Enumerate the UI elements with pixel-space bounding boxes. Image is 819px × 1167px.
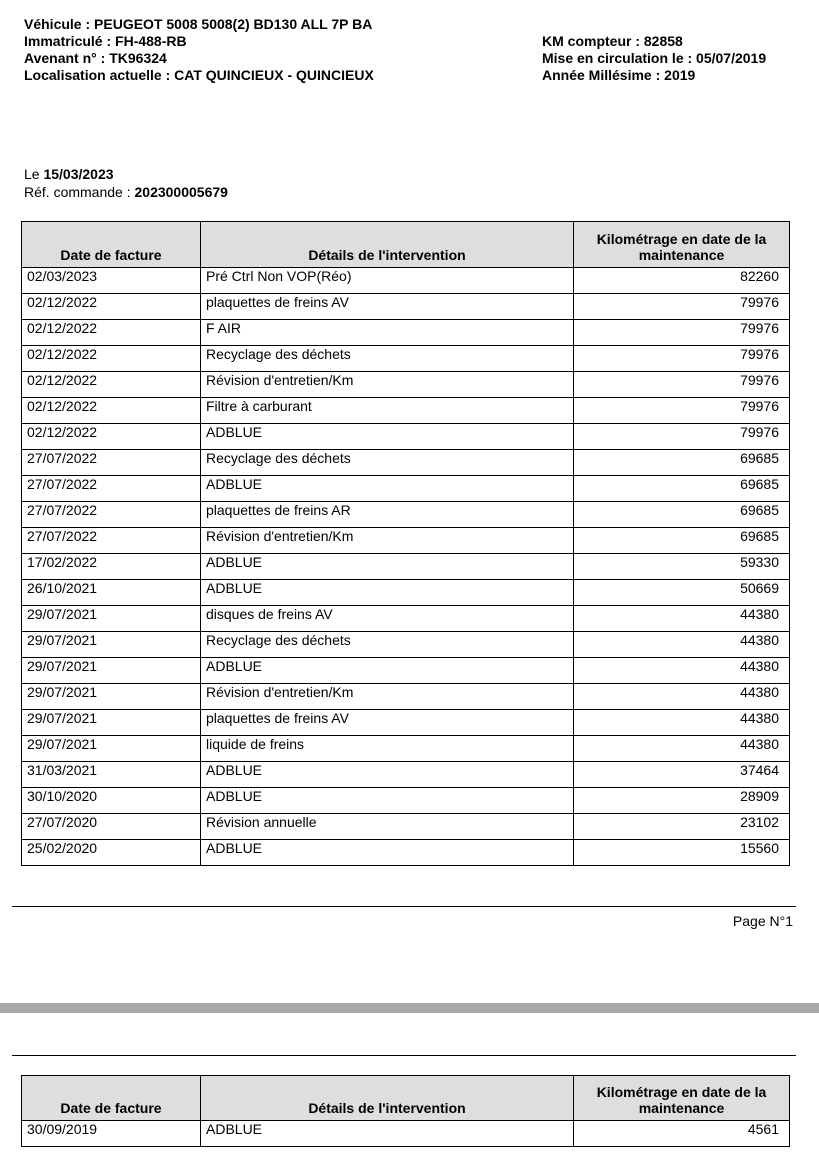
intervention-detail-cell: plaquettes de freins AR bbox=[201, 502, 574, 528]
header-intervention-details: Détails de l'intervention bbox=[201, 1076, 574, 1121]
table-row bbox=[22, 632, 790, 658]
intervention-detail-cell: ADBLUE bbox=[201, 658, 574, 684]
intervention-detail-cell: ADBLUE bbox=[201, 476, 574, 502]
mileage-cell: 69685 bbox=[574, 502, 790, 528]
table-row bbox=[22, 658, 790, 684]
intervention-detail-cell: Filtre à carburant bbox=[201, 398, 574, 424]
mileage-cell: 69685 bbox=[574, 476, 790, 502]
intervention-detail-cell: ADBLUE bbox=[201, 424, 574, 450]
invoice-date-cell: 02/12/2022 bbox=[22, 294, 201, 320]
mileage-cell: 79976 bbox=[574, 346, 790, 372]
mileage-cell: 79976 bbox=[574, 398, 790, 424]
km-counter-line: KM compteur : 82858 bbox=[542, 33, 683, 49]
invoice-date-cell: 27/07/2022 bbox=[22, 502, 201, 528]
mileage-cell: 4561 bbox=[574, 1121, 790, 1147]
intervention-detail-cell: F AIR bbox=[201, 320, 574, 346]
invoice-date-cell: 02/12/2022 bbox=[22, 398, 201, 424]
page-header-divider bbox=[12, 1055, 796, 1056]
invoice-date-cell: 27/07/2020 bbox=[22, 814, 201, 840]
order-ref: 202300005679 bbox=[134, 184, 228, 200]
mileage-info bbox=[542, 33, 766, 84]
order-date: 15/03/2023 bbox=[43, 166, 114, 182]
current-location: CAT QUINCIEUX - QUINCIEUX bbox=[174, 67, 374, 83]
table-row bbox=[22, 1121, 790, 1147]
intervention-detail-cell: ADBLUE bbox=[201, 554, 574, 580]
intervention-detail-cell: Pré Ctrl Non VOP(Réo) bbox=[201, 268, 574, 294]
mileage-cell: 44380 bbox=[574, 710, 790, 736]
table-row bbox=[22, 736, 790, 762]
intervention-detail-cell: ADBLUE bbox=[201, 840, 574, 866]
avenant-line: Avenant n° : TK96324 bbox=[24, 50, 167, 66]
header-mileage: Kilométrage en date de la maintenance bbox=[574, 1076, 790, 1121]
invoice-date-cell: 27/07/2022 bbox=[22, 528, 201, 554]
table-row bbox=[22, 606, 790, 632]
invoice-date-cell: 26/10/2021 bbox=[22, 580, 201, 606]
table-row bbox=[22, 346, 790, 372]
table-row bbox=[22, 268, 790, 294]
table-row bbox=[22, 320, 790, 346]
mileage-cell: 69685 bbox=[574, 528, 790, 554]
invoice-date-cell: 17/02/2022 bbox=[22, 554, 201, 580]
table-row bbox=[22, 788, 790, 814]
maintenance-table-page-1 bbox=[21, 221, 790, 866]
model-year: 2019 bbox=[664, 67, 696, 83]
order-info bbox=[24, 165, 228, 201]
header-mileage: Kilométrage en date de la maintenance bbox=[574, 222, 790, 268]
location-line: Localisation actuelle : CAT QUINCIEUX - QUINCIEUX bbox=[24, 67, 374, 83]
intervention-detail-cell: disques de freins AV bbox=[201, 606, 574, 632]
table-row bbox=[22, 554, 790, 580]
table-row bbox=[22, 710, 790, 736]
intervention-detail-cell: ADBLUE bbox=[201, 580, 574, 606]
invoice-date-cell: 29/07/2021 bbox=[22, 658, 201, 684]
model-year-line: Année Millésime : 2019 bbox=[542, 67, 696, 83]
intervention-detail-cell: Révision d'entretien/Km bbox=[201, 684, 574, 710]
mileage-cell: 82260 bbox=[574, 268, 790, 294]
page-separator bbox=[0, 1003, 819, 1013]
maintenance-table-page-2 bbox=[21, 1075, 790, 1147]
mileage-cell: 37464 bbox=[574, 762, 790, 788]
mileage-cell: 50669 bbox=[574, 580, 790, 606]
mileage-cell: 28909 bbox=[574, 788, 790, 814]
invoice-date-cell: 27/07/2022 bbox=[22, 476, 201, 502]
invoice-date-cell: 02/12/2022 bbox=[22, 320, 201, 346]
invoice-date-cell: 29/07/2021 bbox=[22, 710, 201, 736]
invoice-date-cell: 30/10/2020 bbox=[22, 788, 201, 814]
registration-date: 05/07/2019 bbox=[696, 50, 767, 66]
intervention-detail-cell: ADBLUE bbox=[201, 788, 574, 814]
table-row bbox=[22, 398, 790, 424]
invoice-date-cell: 25/02/2020 bbox=[22, 840, 201, 866]
page-footer-divider bbox=[12, 906, 796, 907]
invoice-date-cell: 27/07/2022 bbox=[22, 450, 201, 476]
vehicle-model: PEUGEOT 5008 5008(2) BD130 ALL 7P BA bbox=[94, 16, 373, 32]
mileage-cell: 44380 bbox=[574, 632, 790, 658]
intervention-detail-cell: Révision d'entretien/Km bbox=[201, 372, 574, 398]
invoice-date-cell: 02/03/2023 bbox=[22, 268, 201, 294]
invoice-date-cell: 02/12/2022 bbox=[22, 372, 201, 398]
order-ref-line: Réf. commande : 202300005679 bbox=[24, 184, 228, 200]
invoice-date-cell: 29/07/2021 bbox=[22, 632, 201, 658]
mileage-cell: 79976 bbox=[574, 294, 790, 320]
mileage-cell: 79976 bbox=[574, 372, 790, 398]
header-invoice-date: Date de facture bbox=[22, 222, 201, 268]
invoice-date-cell: 02/12/2022 bbox=[22, 346, 201, 372]
order-date-line: Le 15/03/2023 bbox=[24, 166, 114, 182]
intervention-detail-cell: Recyclage des déchets bbox=[201, 450, 574, 476]
km-counter: 82858 bbox=[643, 33, 683, 49]
registration-date-line: Mise en circulation le : 05/07/2019 bbox=[542, 50, 767, 66]
table-row bbox=[22, 580, 790, 606]
registration-line: Immatriculé : FH-488-RB bbox=[24, 33, 187, 49]
intervention-detail-cell: Révision annuelle bbox=[201, 814, 574, 840]
intervention-detail-cell: plaquettes de freins AV bbox=[201, 294, 574, 320]
table-row bbox=[22, 294, 790, 320]
invoice-date-cell: 29/07/2021 bbox=[22, 684, 201, 710]
intervention-detail-cell: ADBLUE bbox=[201, 1121, 574, 1147]
invoice-date-cell: 29/07/2021 bbox=[22, 736, 201, 762]
mileage-cell: 44380 bbox=[574, 658, 790, 684]
header-intervention-details: Détails de l'intervention bbox=[201, 222, 574, 268]
table-row bbox=[22, 840, 790, 866]
mileage-cell: 44380 bbox=[574, 606, 790, 632]
avenant-number: TK96324 bbox=[109, 50, 167, 66]
invoice-date-cell: 29/07/2021 bbox=[22, 606, 201, 632]
intervention-detail-cell: liquide de freins bbox=[201, 736, 574, 762]
intervention-detail-cell: Recyclage des déchets bbox=[201, 346, 574, 372]
header-invoice-date: Date de facture bbox=[22, 1076, 201, 1121]
table-row bbox=[22, 762, 790, 788]
intervention-detail-cell: plaquettes de freins AV bbox=[201, 710, 574, 736]
intervention-detail-cell: Révision d'entretien/Km bbox=[201, 528, 574, 554]
vehicle-info bbox=[24, 16, 374, 84]
invoice-date-cell: 31/03/2021 bbox=[22, 762, 201, 788]
invoice-date-cell: 30/09/2019 bbox=[22, 1121, 201, 1147]
intervention-detail-cell: ADBLUE bbox=[201, 762, 574, 788]
table-row bbox=[22, 450, 790, 476]
table-row bbox=[22, 372, 790, 398]
intervention-detail-cell: Recyclage des déchets bbox=[201, 632, 574, 658]
page-number: Page N°1 bbox=[732, 913, 793, 929]
table-row bbox=[22, 814, 790, 840]
mileage-cell: 69685 bbox=[574, 450, 790, 476]
mileage-cell: 44380 bbox=[574, 736, 790, 762]
table-header-row bbox=[22, 1076, 790, 1121]
table-header-row bbox=[22, 222, 790, 268]
registration: FH-488-RB bbox=[115, 33, 187, 49]
mileage-cell: 44380 bbox=[574, 684, 790, 710]
mileage-cell: 59330 bbox=[574, 554, 790, 580]
mileage-cell: 79976 bbox=[574, 424, 790, 450]
table-row bbox=[22, 476, 790, 502]
table-row bbox=[22, 528, 790, 554]
vehicle-model-line: Véhicule : PEUGEOT 5008 5008(2) BD130 ALL 7P BA bbox=[24, 16, 373, 32]
table-row bbox=[22, 502, 790, 528]
table-row bbox=[22, 424, 790, 450]
mileage-cell: 15560 bbox=[574, 840, 790, 866]
mileage-cell: 23102 bbox=[574, 814, 790, 840]
mileage-cell: 79976 bbox=[574, 320, 790, 346]
invoice-date-cell: 02/12/2022 bbox=[22, 424, 201, 450]
table-row bbox=[22, 684, 790, 710]
